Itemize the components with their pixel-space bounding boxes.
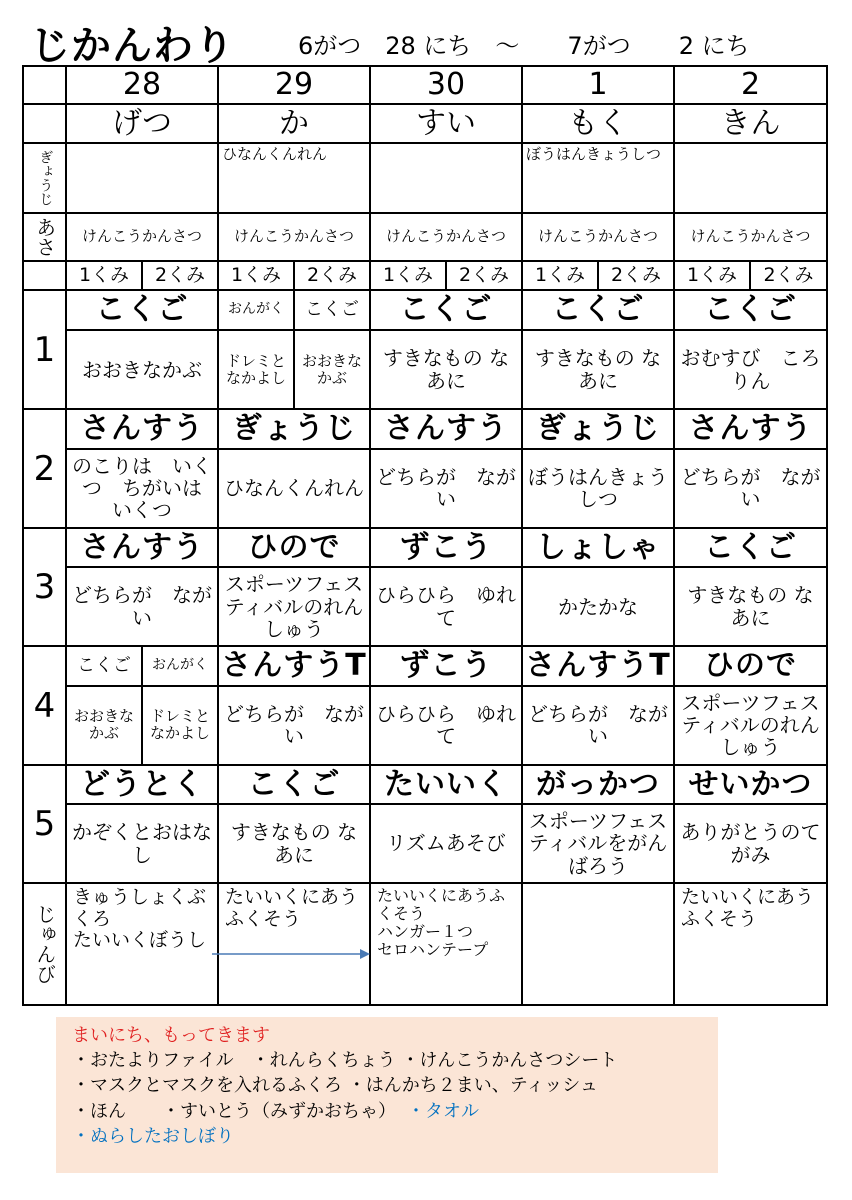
content-cell: スポーツフェスティバルのれんしゅう	[674, 686, 827, 765]
content-cell: リズムあそび	[370, 804, 522, 883]
class-1-label: 1くみ	[522, 261, 598, 290]
subject-cell: さんすう	[66, 409, 218, 448]
subject-cell: しょしゃ	[522, 528, 674, 567]
content-cell: ありがとうのてがみ	[674, 804, 827, 883]
class-1-label: 1くみ	[66, 261, 142, 290]
corner-cell	[23, 66, 66, 104]
class-2-label: 2くみ	[294, 261, 370, 290]
corner-cell	[23, 104, 66, 143]
timetable	[22, 65, 828, 1006]
note-line-highlight: ・ぬらしたおしぼり	[72, 1125, 234, 1147]
subject-cell-split: こくご	[294, 290, 370, 330]
preparation-cell	[522, 883, 674, 1005]
subject-cell: せいかつ	[674, 765, 827, 804]
period-number: 1	[23, 290, 66, 409]
note-line-highlight: ・タオル	[407, 1100, 479, 1122]
content-cell: どちらが ながい	[218, 686, 370, 765]
content-cell: ひらひら ゆれて	[370, 567, 522, 646]
subject-cell: たいいく	[370, 765, 522, 804]
subject-cell: こくご	[674, 290, 827, 330]
subject-cell: さんすうT	[218, 646, 370, 685]
period-number: 3	[23, 528, 66, 646]
note-line: ・マスクとマスクを入れるふくろ ・はんかち２まい、ティッシュ	[72, 1075, 598, 1097]
subject-cell: ぎょうじ	[522, 409, 674, 448]
subject-cell: さんすう	[370, 409, 522, 448]
morning-row	[23, 213, 827, 261]
class-2-label: 2くみ	[598, 261, 674, 290]
event-cell	[66, 143, 218, 212]
event-label: ぎょうじ	[37, 149, 54, 206]
content-cell: のこりは いくつ ちがいは いくつ	[66, 449, 218, 528]
subject-cell-split: こくご	[66, 646, 142, 685]
period-3-subject-row	[23, 528, 827, 567]
class-2-label: 2くみ	[142, 261, 218, 290]
class-2-label: 2くみ	[446, 261, 522, 290]
content-cell: どちらが ながい	[674, 449, 827, 528]
period-1-subject-row	[23, 290, 827, 330]
period-5-subject-row	[23, 765, 827, 804]
daily-items-note	[56, 1017, 718, 1173]
content-cell: どちらが ながい	[522, 686, 674, 765]
subject-cell: こくご	[66, 290, 218, 330]
subject-cell-split: おんがく	[218, 290, 294, 330]
preparation-cell: たいいくにあうふくそう ハンガー１つ セロハンテープ	[370, 883, 522, 1005]
morning-label-cell	[23, 213, 66, 261]
content-cell: かぞくとおはなし	[66, 804, 218, 883]
subject-cell: さんすう	[66, 528, 218, 567]
preparation-cell: たいいくにあうふくそう	[218, 883, 370, 1005]
date-cell: 30	[370, 66, 522, 104]
subject-cell: こくご	[674, 528, 827, 567]
event-cell	[370, 143, 522, 212]
event-cell: ぼうはんきょうしつ	[522, 143, 674, 212]
period-4-content-row	[23, 686, 827, 765]
subject-cell: ひので	[674, 646, 827, 685]
period-1-content-row	[23, 330, 827, 409]
note-line: ・おたよりファイル ・れんらくちょう ・けんこうかんさつシート	[72, 1050, 618, 1072]
subject-cell: ずこう	[370, 528, 522, 567]
date-cell: 2	[674, 66, 827, 104]
content-cell: スポーツフェスティバルをがんばろう	[522, 804, 674, 883]
subject-cell: がっかつ	[522, 765, 674, 804]
period-2-content-row	[23, 449, 827, 528]
preparation-cell: たいいくにあうふくそう	[674, 883, 827, 1005]
class-1-label: 1くみ	[674, 261, 750, 290]
content-cell: おむすび ころりん	[674, 330, 827, 409]
date-cell: 28	[66, 66, 218, 104]
class-2-label: 2くみ	[750, 261, 827, 290]
content-cell: スポーツフェスティバルのれんしゅう	[218, 567, 370, 646]
date-row	[23, 66, 827, 104]
subject-cell: ずこう	[370, 646, 522, 685]
morning-cell: けんこうかんさつ	[522, 213, 674, 261]
content-cell-split: ドレミとなかよし	[218, 330, 294, 409]
note-line-text: ・ほん ・すいとう（みずかおちゃ）	[72, 1100, 387, 1122]
content-cell: すきなもの なあに	[370, 330, 522, 409]
date-cell: 1	[522, 66, 674, 104]
class-1-label: 1くみ	[370, 261, 446, 290]
date-range: 6がつ 28 にち ～ 7がつ 2 にち	[298, 32, 750, 60]
content-cell-split: ドレミとなかよし	[142, 686, 218, 765]
subject-cell: さんすうT	[522, 646, 674, 685]
arrow-right-icon	[212, 948, 370, 960]
preparation-cell: きゅうしょくぶくろ たいいくぼうし	[66, 883, 218, 1005]
event-cell	[674, 143, 827, 212]
weekday-cell: か	[218, 104, 370, 143]
date-cell: 29	[218, 66, 370, 104]
subject-cell: こくご	[218, 765, 370, 804]
event-row	[23, 143, 827, 212]
period-number: 5	[23, 765, 66, 883]
period-number: 2	[23, 409, 66, 527]
content-cell: おおきなかぶ	[66, 330, 218, 409]
morning-cell: けんこうかんさつ	[674, 213, 827, 261]
class-1-label: 1くみ	[218, 261, 294, 290]
page-title: じかんわり	[30, 23, 235, 69]
content-cell: ひらひら ゆれて	[370, 686, 522, 765]
subject-cell: ひので	[218, 528, 370, 567]
content-cell: ぼうはんきょうしつ	[522, 449, 674, 528]
subject-cell: こくご	[522, 290, 674, 330]
note-line	[72, 1099, 702, 1124]
subject-cell-split: おんがく	[142, 646, 218, 685]
content-cell: どちらが ながい	[66, 567, 218, 646]
event-cell: ひなんくんれん	[218, 143, 370, 212]
period-5-content-row	[23, 804, 827, 883]
period-4-subject-row	[23, 646, 827, 685]
weekday-row	[23, 104, 827, 143]
morning-cell: けんこうかんさつ	[218, 213, 370, 261]
weekday-cell: すい	[370, 104, 522, 143]
subject-cell: ぎょうじ	[218, 409, 370, 448]
content-cell: ひなんくんれん	[218, 449, 370, 528]
content-cell: すきなもの なあに	[218, 804, 370, 883]
content-cell: すきなもの なあに	[674, 567, 827, 646]
content-cell: かたかな	[522, 567, 674, 646]
corner-cell	[23, 261, 66, 290]
preparation-label: じゅんび	[32, 904, 57, 985]
content-cell: すきなもの なあに	[522, 330, 674, 409]
preparation-row	[23, 883, 827, 1005]
subject-cell: どうとく	[66, 765, 218, 804]
content-cell-split: おおきなかぶ	[66, 686, 142, 765]
content-cell-split: おおきなかぶ	[294, 330, 370, 409]
morning-label: あさ	[32, 216, 57, 257]
period-number: 4	[23, 646, 66, 764]
subject-cell: さんすう	[674, 409, 827, 448]
weekday-cell: げつ	[66, 104, 218, 143]
morning-cell: けんこうかんさつ	[370, 213, 522, 261]
content-cell: どちらが ながい	[370, 449, 522, 528]
class-row	[23, 261, 827, 290]
event-label-cell	[23, 143, 66, 212]
weekday-cell: きん	[674, 104, 827, 143]
period-2-subject-row	[23, 409, 827, 448]
weekday-cell: もく	[522, 104, 674, 143]
preparation-label-cell	[23, 883, 66, 1005]
subject-cell: こくご	[370, 290, 522, 330]
note-heading: まいにち、もってきます	[72, 1025, 270, 1046]
period-3-content-row	[23, 567, 827, 646]
morning-cell: けんこうかんさつ	[66, 213, 218, 261]
